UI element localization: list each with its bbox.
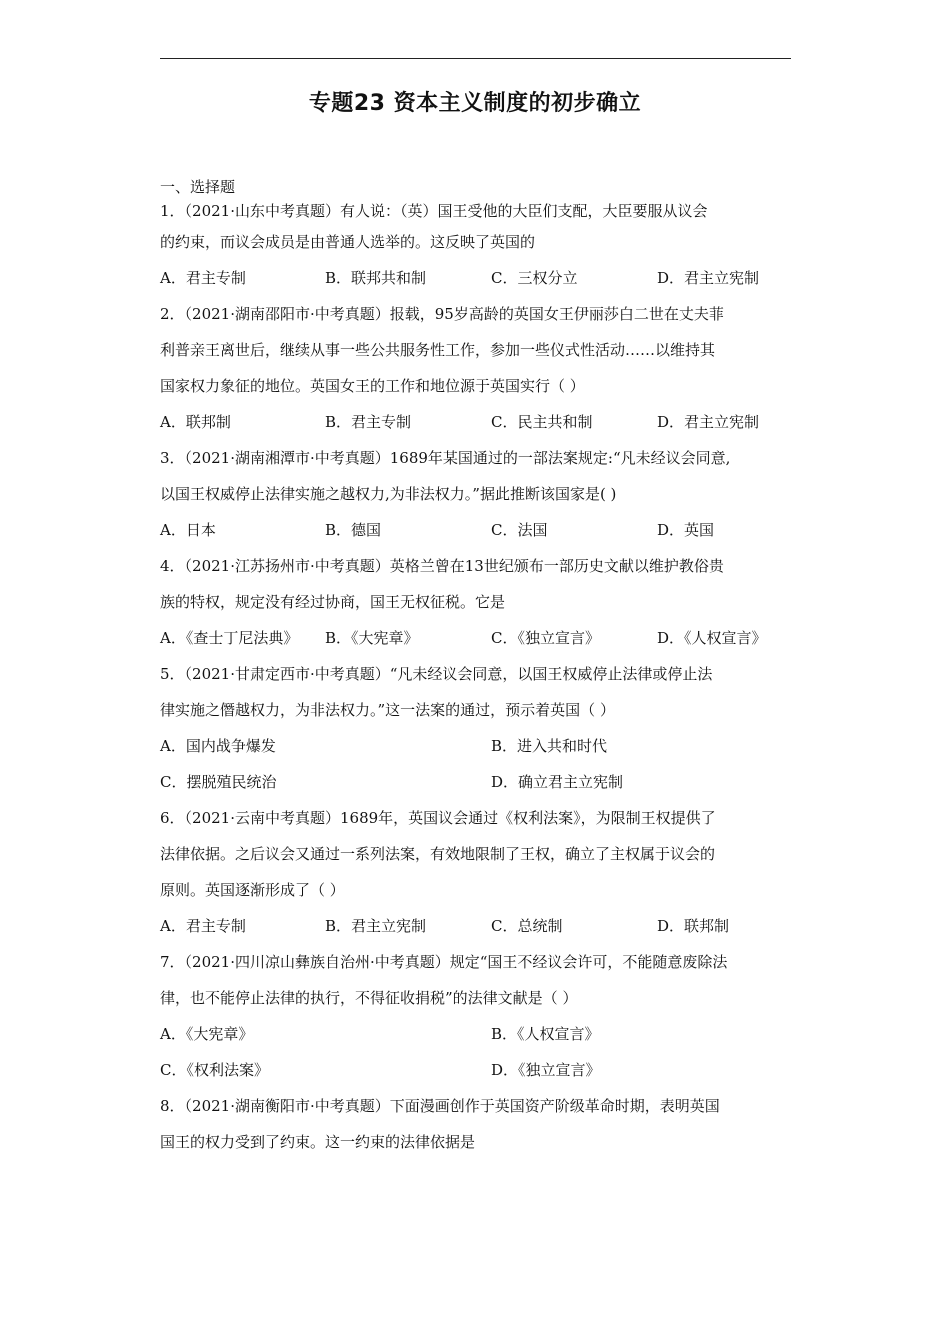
option-d[interactable]: D．《人权宣言》 bbox=[657, 629, 767, 647]
question-list bbox=[160, 176, 800, 1160]
option-b[interactable]: B．《人权宣言》 bbox=[491, 1025, 600, 1043]
question-text-line: 5．（2021·甘肃定西市·中考真题）“凡未经议会同意，以国王权威停止法律或停止法 bbox=[160, 665, 713, 683]
option-b[interactable]: B．联邦共和制 bbox=[325, 269, 427, 287]
header-rule bbox=[160, 58, 791, 59]
question-1 bbox=[160, 198, 800, 296]
question-text-line: 1．（2021·山东中考真题）有人说：（英）国王受他的大臣们支配，大臣要服从议会 bbox=[160, 202, 708, 220]
option-d[interactable]: D．确立君主立宪制 bbox=[491, 773, 624, 791]
question-text-line: 法律依据。之后议会又通过一系列法案，有效地限制了王权，确立了主权属于议会的 bbox=[160, 845, 716, 863]
question-text-line: 律，也不能停止法律的执行，不得征收捐税”的法律文献是（ ） bbox=[160, 989, 578, 1007]
options-row bbox=[160, 1052, 800, 1088]
option-b[interactable]: B．《大宪章》 bbox=[325, 629, 419, 647]
question-4 bbox=[160, 548, 800, 656]
option-b[interactable]: B．德国 bbox=[325, 521, 382, 539]
options-row bbox=[160, 1016, 800, 1052]
option-d[interactable]: D．联邦制 bbox=[657, 917, 730, 935]
option-c[interactable]: C．摆脱殖民统治 bbox=[160, 773, 277, 791]
question-text-line: 3．（2021·湖南湘潭市·中考真题）1689年某国通过的一部法案规定:“凡未经议会同意, bbox=[160, 449, 731, 467]
option-d[interactable]: D．君主立宪制 bbox=[657, 269, 760, 287]
options-row bbox=[160, 908, 800, 944]
option-a[interactable]: A．国内战争爆发 bbox=[160, 737, 276, 755]
option-c[interactable]: C．法国 bbox=[491, 521, 548, 539]
option-a[interactable]: A．《大宪章》 bbox=[160, 1025, 254, 1043]
question-text-line: 以国王权威停止法律实施之越权力,为非法权力。”据此推断该国家是( ) bbox=[160, 485, 617, 503]
question-text-line: 4．（2021·江苏扬州市·中考真题）英格兰曾在13世纪颁布一部历史文献以维护教俗贵 bbox=[160, 557, 724, 575]
question-text-line: 律实施之僭越权力，为非法权力。”这一法案的通过，预示着英国（ ） bbox=[160, 701, 615, 719]
option-b[interactable]: B．进入共和时代 bbox=[491, 737, 608, 755]
question-3 bbox=[160, 440, 800, 548]
option-a[interactable]: A．君主专制 bbox=[160, 269, 246, 287]
question-text-line: 国王的权力受到了约束。这一约束的法律依据是 bbox=[160, 1133, 476, 1151]
options-row bbox=[160, 728, 800, 764]
question-8 bbox=[160, 1088, 800, 1160]
options-row bbox=[160, 512, 800, 548]
option-a[interactable]: A．《查士丁尼法典》 bbox=[160, 629, 299, 647]
option-c[interactable]: C．《权利法案》 bbox=[160, 1061, 269, 1079]
question-text-line: 的约束，而议会成员是由普通人选举的。这反映了英国的 bbox=[160, 233, 536, 251]
question-text-line: 原则。英国逐渐形成了（ ） bbox=[160, 881, 345, 899]
question-text-line: 族的特权，规定没有经过协商，国王无权征税。它是 bbox=[160, 593, 506, 611]
question-text-line: 利普亲王离世后，继续从事一些公共服务性工作，参加一些仪式性活动……以维持其 bbox=[160, 341, 716, 359]
option-c[interactable]: C．三权分立 bbox=[491, 269, 578, 287]
option-a[interactable]: A．联邦制 bbox=[160, 413, 231, 431]
question-7 bbox=[160, 944, 800, 1088]
question-5 bbox=[160, 656, 800, 800]
page-title: 专题23 资本主义制度的初步确立 bbox=[308, 91, 642, 116]
option-c[interactable]: C．总统制 bbox=[491, 917, 563, 935]
option-c[interactable]: C．《独立宣言》 bbox=[491, 629, 600, 647]
section-heading: 一、选择题 bbox=[160, 178, 236, 196]
option-d[interactable]: D．君主立宪制 bbox=[657, 413, 760, 431]
options-row bbox=[160, 404, 800, 440]
question-2 bbox=[160, 296, 800, 440]
option-b[interactable]: B．君主专制 bbox=[325, 413, 412, 431]
question-text-line: 7．（2021·四川凉山彝族自治州·中考真题）规定“国王不经议会许可，不能随意废除法 bbox=[160, 953, 728, 971]
question-text-line: 6．（2021·云南中考真题）1689年，英国议会通过《权利法案》，为限制王权提供了 bbox=[160, 809, 716, 827]
question-6 bbox=[160, 800, 800, 944]
question-text-line: 国家权力象征的地位。英国女王的工作和地位源于英国实行（ ） bbox=[160, 377, 585, 395]
option-a[interactable]: A．日本 bbox=[160, 521, 216, 539]
options-row bbox=[160, 620, 800, 656]
option-c[interactable]: C．民主共和制 bbox=[491, 413, 593, 431]
question-text-line: 8．（2021·湖南衡阳市·中考真题）下面漫画创作于英国资产阶级革命时期，表明英国 bbox=[160, 1097, 720, 1115]
option-a[interactable]: A．君主专制 bbox=[160, 917, 246, 935]
option-d[interactable]: D．《独立宣言》 bbox=[491, 1061, 601, 1079]
question-text-line: 2．（2021·湖南邵阳市·中考真题）报载，95岁高龄的英国女王伊丽莎白二世在丈夫菲 bbox=[160, 305, 724, 323]
options-row bbox=[160, 260, 800, 296]
options-row bbox=[160, 764, 800, 800]
option-d[interactable]: D．英国 bbox=[657, 521, 715, 539]
option-b[interactable]: B．君主立宪制 bbox=[325, 917, 427, 935]
